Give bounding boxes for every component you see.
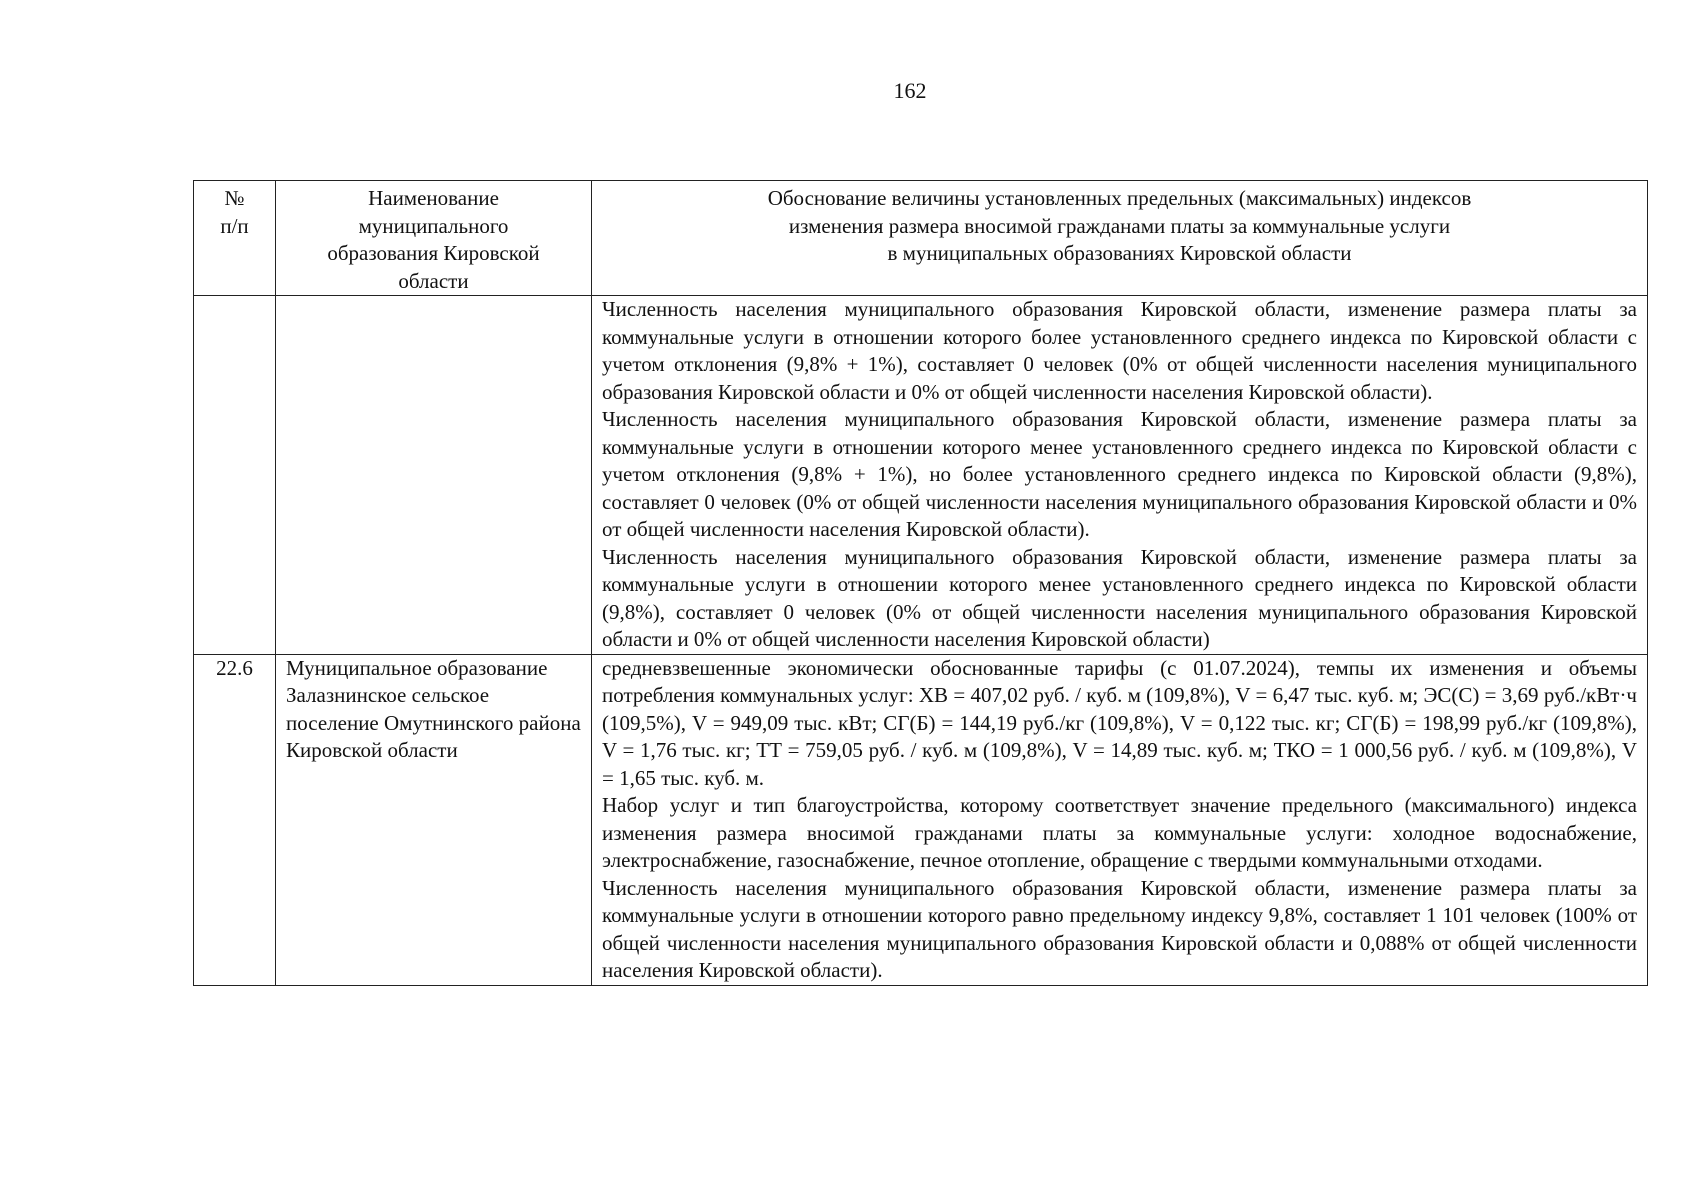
header-name-line: Наименование bbox=[368, 186, 499, 210]
municipality-name: Муниципальное образование Залазнинское сельское поселение Омутнинского района Кировской области bbox=[276, 654, 592, 985]
header-num bbox=[194, 181, 276, 296]
table-row bbox=[194, 654, 1648, 985]
header-num-line: п/п bbox=[220, 213, 249, 238]
justification-cell bbox=[592, 296, 1648, 655]
row-number: 22.6 bbox=[194, 654, 276, 985]
header-num-line: № bbox=[224, 186, 245, 210]
justification-paragraph: Численность населения муниципального образования Кировской области, изменение размера платы за коммунальные услуги в отношении которого менее установленного среднего индекса по Кировской области с учетом отклонения (9,8% + 1%), но более установленного среднего индекса по Кировской области (9,8%), составляет 0 человек (0% от общей численности населения муниципального образования Кировской области и 0% от общей численности населения Кировской области). bbox=[602, 407, 1637, 541]
row-number bbox=[194, 296, 276, 655]
header-justification bbox=[592, 181, 1648, 296]
header-justification-line: изменения размера вносимой гражданами платы за коммунальные услуги bbox=[788, 213, 1451, 238]
justification-paragraph: Численность населения муниципального образования Кировской области, изменение размера платы за коммунальные услуги в отношении которого равно предельному индексу 9,8%, составляет 1 101 человек (100% от общей численности населения муниципального образования Кировской области и 0,088% от общей численности населения Кировской области). bbox=[602, 875, 1637, 982]
header-justification-line: в муниципальных образованиях Кировской области bbox=[887, 241, 1352, 265]
header-name-line: образования Кировской bbox=[327, 241, 540, 265]
header-name-line: области bbox=[398, 268, 469, 293]
page-number: 162 bbox=[893, 78, 927, 103]
header-justification-line: Обоснование величины установленных предельных (максимальных) индексов bbox=[767, 186, 1472, 210]
justification-paragraph: Численность населения муниципального образования Кировской области, изменение размера платы за коммунальные услуги в отношении которого менее установленного среднего индекса по Кировской области (9,8%), составляет 0 человек (0% от общей численности населения муниципального образования Кировской области и 0% от общей численности населения Кировской области) bbox=[602, 544, 1637, 651]
tariff-index-table bbox=[193, 180, 1648, 986]
header-name-line: муниципального bbox=[358, 213, 509, 238]
table-row bbox=[194, 296, 1648, 655]
header-name bbox=[276, 181, 592, 296]
justification-paragraph: средневзвешенные экономически обоснованные тарифы (с 01.07.2024), темпы их изменения и объемы потребления коммунальных услуг: ХВ = 407,02 руб. / куб. м (109,8%), V = 6,47 тыс. куб. м; ЭС(С) = 3,69 руб./кВт·ч (109,5%), V = 949,09 тыс. кВт; СГ(Б) = 144,19 руб./кг (109,8%), V = 0,122 тыс. кг; СГ(Б) = 198,99 руб./кг (109,8%), V = 1,76 тыс. кг; ТТ = 759,05 руб. / куб. м (109,8%), V = 14,89 тыс. куб. м; ТКО = 1 000,56 руб. / куб. м (109,8%), V = 1,65 тыс. куб. м. bbox=[602, 655, 1637, 790]
justification-paragraph: Набор услуг и тип благоустройства, которому соответствует значение предельного (максимального) индекса изменения размера вносимой гражданами платы за коммунальные услуги: холодное водоснабжение, электроснабжение, газоснабжение, печное отопление, обращение с твердыми коммунальными отходами. bbox=[602, 793, 1637, 872]
justification-cell bbox=[592, 654, 1648, 985]
municipality-name bbox=[276, 296, 592, 655]
justification-paragraph: Численность населения муниципального образования Кировской области, изменение размера платы за коммунальные услуги в отношении которого более установленного среднего индекса по Кировской области с учетом отклонения (9,8% + 1%), составляет 0 человек (0% от общей численности населения муниципального образования Кировской области и 0% от общей численности населения Кировской области). bbox=[602, 297, 1637, 404]
table-header-row bbox=[194, 181, 1648, 296]
